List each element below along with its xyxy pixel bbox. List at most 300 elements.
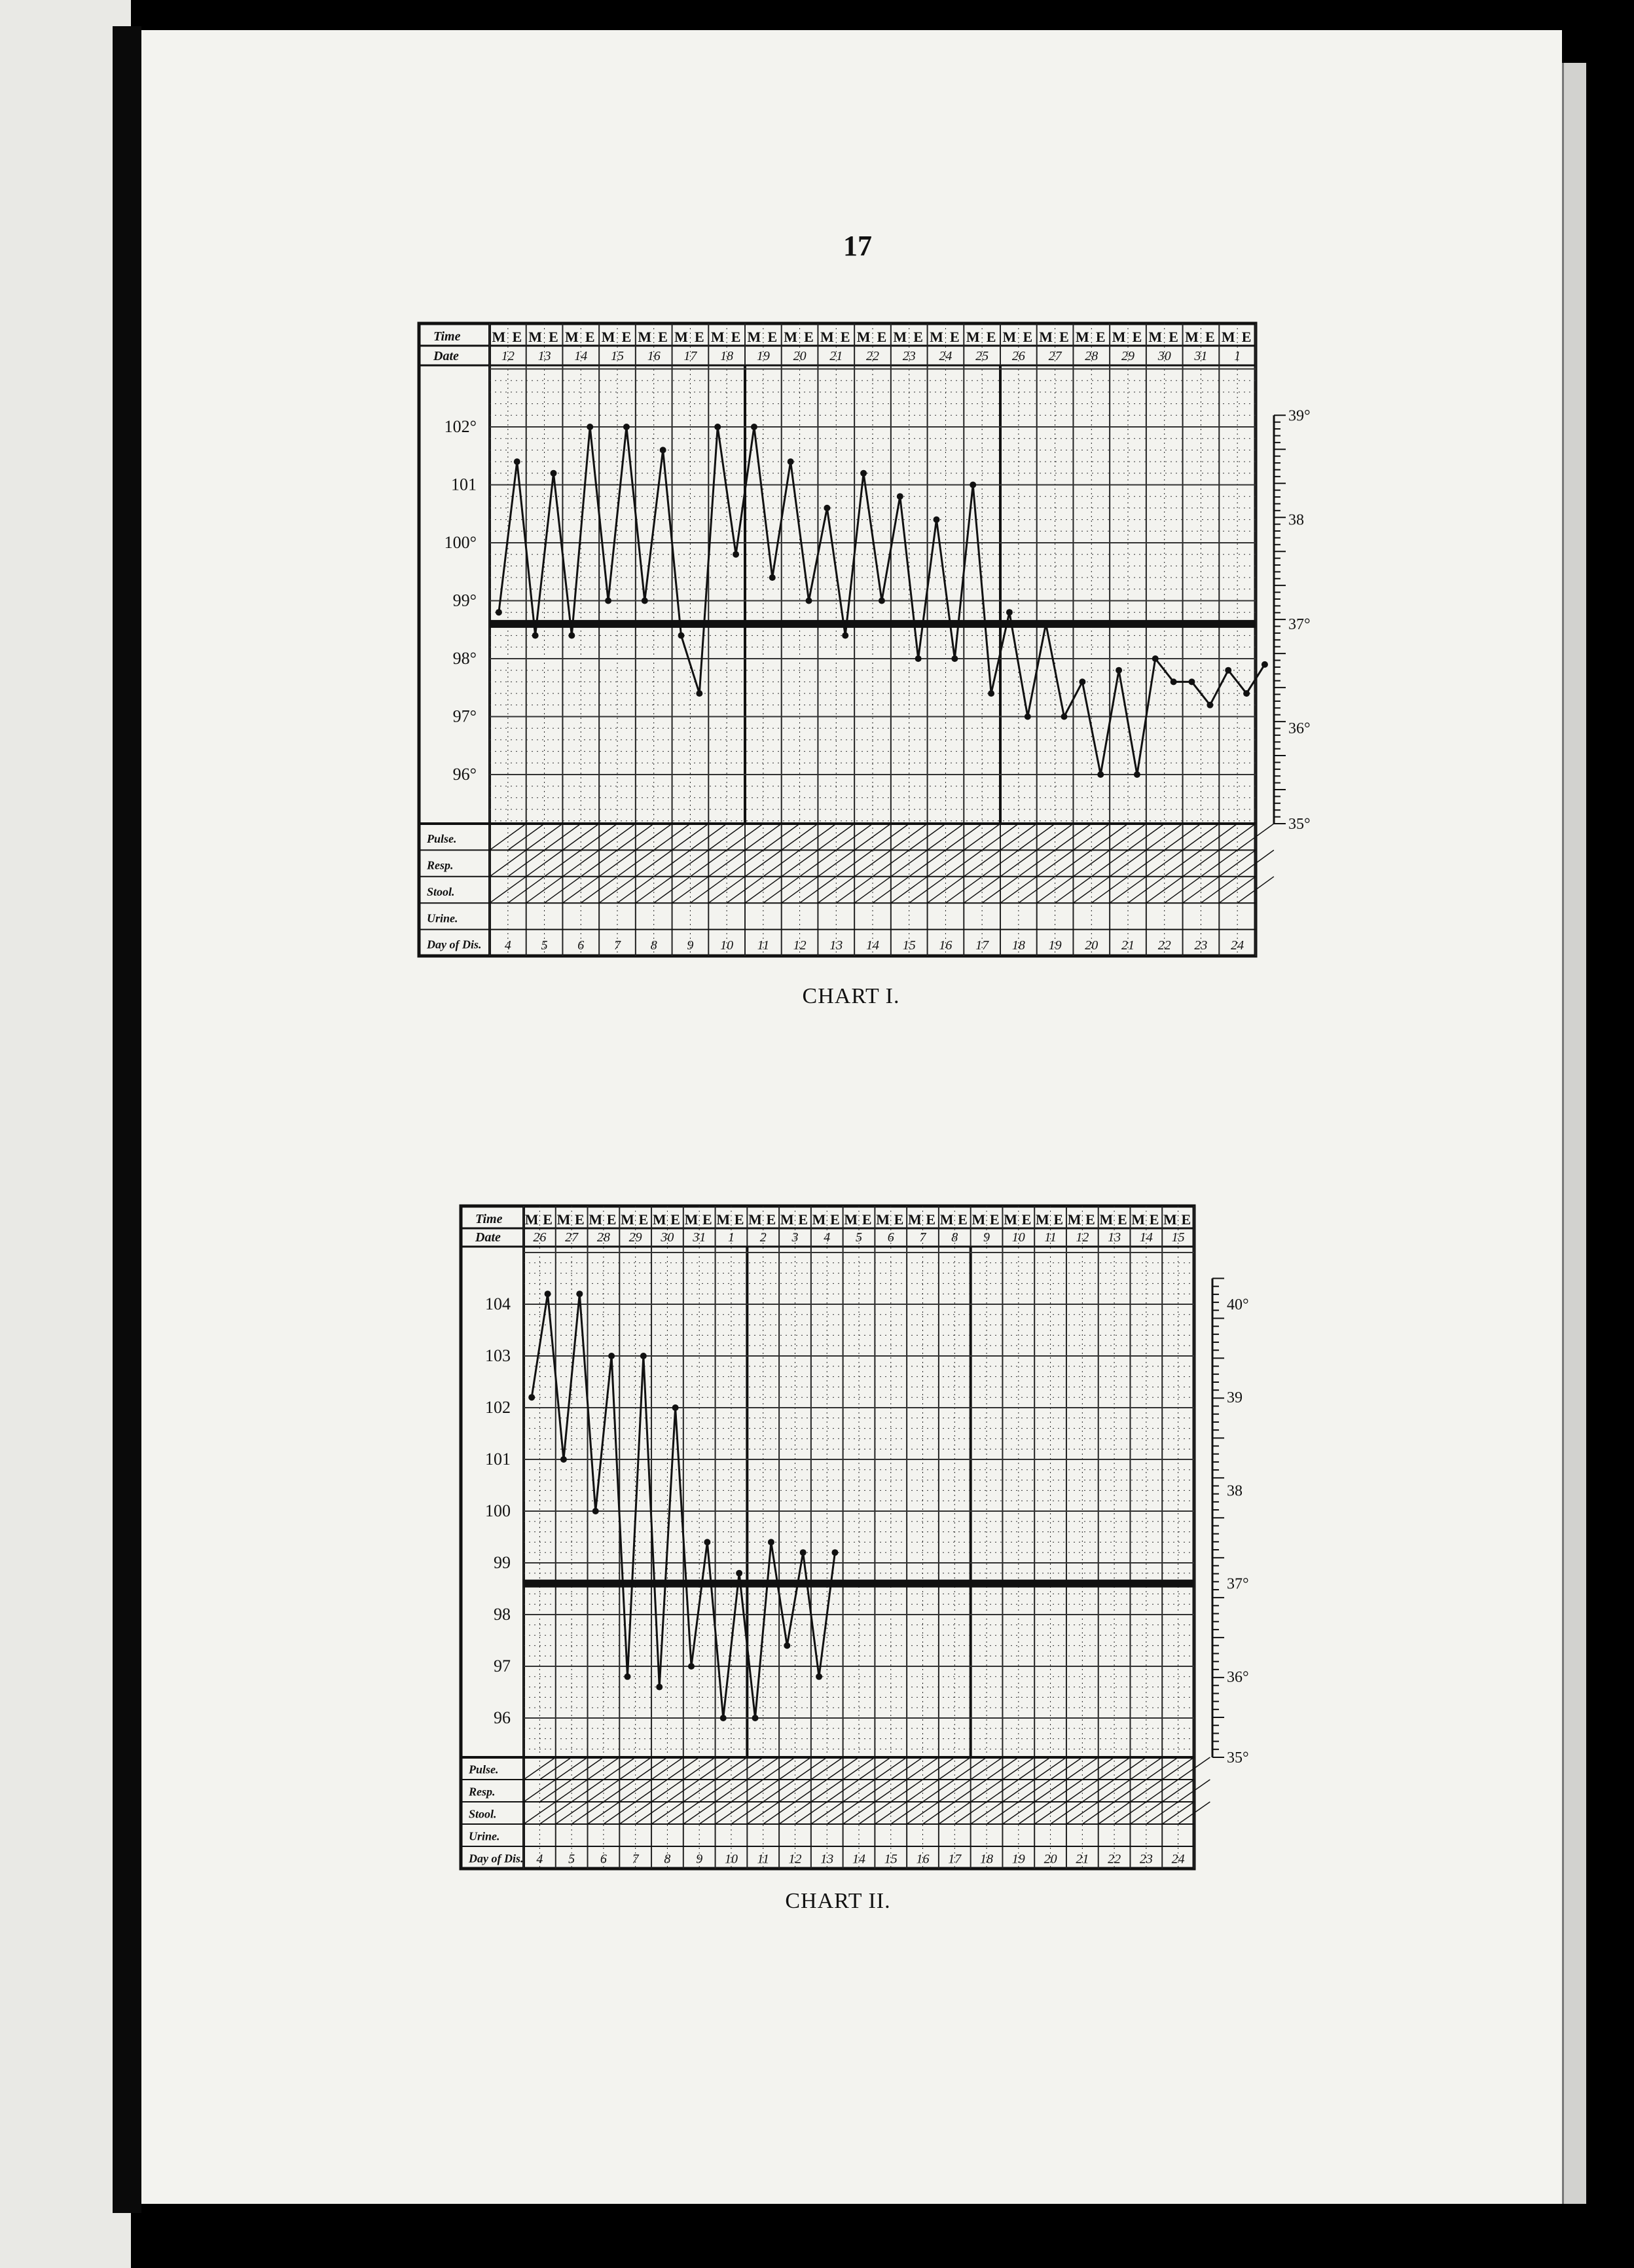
table-hatch bbox=[490, 877, 526, 903]
time-mark: E bbox=[989, 1211, 1000, 1228]
time-mark: E bbox=[621, 329, 632, 345]
fahrenheit-tick-label: 102 bbox=[485, 1398, 511, 1417]
table-hatch bbox=[1146, 877, 1183, 903]
time-mark: M bbox=[876, 1211, 890, 1228]
table-hatch bbox=[1037, 850, 1074, 876]
day-of-disease-value: 23 bbox=[1194, 938, 1208, 953]
celsius-tick-label: 36° bbox=[1288, 720, 1311, 738]
table-hatch bbox=[854, 850, 891, 876]
time-mark: M bbox=[684, 1211, 699, 1228]
day-of-disease-value: 7 bbox=[632, 1852, 639, 1867]
temperature-point bbox=[545, 1290, 551, 1297]
page-number: 17 bbox=[843, 230, 872, 262]
temperature-point bbox=[1043, 621, 1049, 627]
time-mark: E bbox=[1132, 329, 1142, 345]
temperature-point bbox=[1061, 714, 1068, 720]
table-hatch bbox=[1073, 877, 1110, 903]
time-mark: E bbox=[543, 1211, 553, 1228]
time-mark: E bbox=[1241, 329, 1252, 345]
fahrenheit-tick-label: 96 bbox=[494, 1708, 511, 1727]
date-value: 31 bbox=[693, 1230, 706, 1245]
time-mark: M bbox=[820, 329, 834, 345]
time-mark: E bbox=[512, 329, 522, 345]
temperature-point bbox=[842, 632, 848, 639]
time-mark: E bbox=[986, 329, 996, 345]
day-of-disease-value: 14 bbox=[866, 938, 879, 953]
time-mark: M bbox=[1221, 329, 1235, 345]
table-hatch bbox=[1073, 850, 1110, 876]
table-hatch bbox=[964, 877, 1000, 903]
time-mark: M bbox=[652, 1211, 666, 1228]
temperature-point bbox=[696, 690, 702, 697]
temperature-point bbox=[879, 598, 885, 604]
temperature-point bbox=[1152, 655, 1159, 662]
day-of-disease-value: 14 bbox=[852, 1852, 865, 1867]
time-mark: E bbox=[1053, 1211, 1064, 1228]
date-value: 25 bbox=[975, 349, 989, 363]
temperature-point bbox=[720, 1715, 727, 1721]
table-hatch bbox=[745, 877, 782, 903]
time-mark: M bbox=[1004, 1211, 1018, 1228]
table-hatch bbox=[490, 850, 526, 876]
temperature-point bbox=[988, 690, 994, 697]
temperature-point bbox=[640, 1353, 647, 1359]
temperature-point bbox=[934, 517, 940, 523]
temperature-point bbox=[714, 424, 721, 430]
time-mark: M bbox=[930, 329, 943, 345]
temperature-point bbox=[1171, 678, 1177, 685]
stool-label: Stool. bbox=[427, 885, 455, 898]
day-of-disease-value: 4 bbox=[536, 1852, 543, 1867]
temperature-point bbox=[660, 447, 666, 453]
time-mark: M bbox=[784, 329, 798, 345]
temperature-point bbox=[784, 1642, 790, 1649]
time-label: Time bbox=[433, 329, 461, 344]
day-of-disease-value: 5 bbox=[568, 1852, 575, 1867]
time-mark: E bbox=[894, 1211, 904, 1228]
table-hatch bbox=[599, 850, 636, 876]
time-mark: M bbox=[966, 329, 980, 345]
time-mark: M bbox=[1075, 329, 1089, 345]
fahrenheit-tick-label: 100 bbox=[485, 1501, 511, 1520]
temperature-point bbox=[528, 1394, 535, 1400]
date-value: 16 bbox=[647, 349, 661, 363]
day-of-disease-value: 18 bbox=[1011, 938, 1025, 953]
fahrenheit-tick-label: 99° bbox=[452, 591, 477, 610]
table-hatch bbox=[562, 877, 599, 903]
table-hatch bbox=[636, 850, 672, 876]
time-mark: E bbox=[1117, 1211, 1127, 1228]
date-value: 30 bbox=[1157, 349, 1171, 363]
day-of-disease-value: 16 bbox=[939, 938, 953, 953]
day-of-disease-value: 17 bbox=[975, 938, 989, 953]
temperature-point bbox=[1243, 690, 1250, 697]
temperature-point bbox=[1225, 667, 1231, 674]
table-hatch bbox=[1110, 850, 1146, 876]
time-mark: M bbox=[812, 1211, 826, 1228]
day-of-disease-value: 22 bbox=[1108, 1852, 1121, 1867]
date-value: 26 bbox=[1011, 349, 1025, 363]
pulse-label: Pulse. bbox=[469, 1763, 499, 1776]
table-hatch bbox=[1219, 850, 1256, 876]
temperature-point bbox=[831, 1549, 838, 1556]
time-mark: E bbox=[734, 1211, 744, 1228]
table-hatch bbox=[599, 877, 636, 903]
temperature-point bbox=[532, 632, 539, 639]
date-label: Date bbox=[475, 1230, 501, 1245]
temperature-point bbox=[860, 470, 867, 477]
resp-label: Resp. bbox=[469, 1785, 496, 1799]
time-mark: M bbox=[621, 1211, 634, 1228]
day-of-disease-value: 8 bbox=[664, 1852, 671, 1867]
fahrenheit-tick-label: 104 bbox=[485, 1294, 511, 1313]
date-value: 19 bbox=[756, 349, 770, 363]
time-mark: E bbox=[767, 329, 778, 345]
temperature-point bbox=[1189, 678, 1195, 685]
time-mark: M bbox=[556, 1211, 571, 1228]
fahrenheit-tick-label: 101 bbox=[451, 475, 477, 494]
date-value: 14 bbox=[1139, 1230, 1153, 1245]
day-of-disease-value: 9 bbox=[696, 1852, 703, 1867]
day-of-disease-value: 13 bbox=[820, 1852, 834, 1867]
time-mark: M bbox=[1185, 329, 1199, 345]
time-mark: M bbox=[1067, 1211, 1081, 1228]
time-mark: E bbox=[862, 1211, 872, 1228]
temperature-point bbox=[824, 505, 830, 511]
date-value: 1 bbox=[727, 1230, 735, 1245]
celsius-tick-label: 38 bbox=[1227, 1482, 1243, 1500]
day-of-disease-value: 18 bbox=[980, 1852, 994, 1867]
celsius-tick-label: 36° bbox=[1227, 1668, 1249, 1686]
date-value: 10 bbox=[1011, 1230, 1025, 1245]
time-mark: M bbox=[1148, 329, 1163, 345]
time-mark: M bbox=[748, 1211, 762, 1228]
resp-label: Resp. bbox=[427, 858, 454, 872]
date-value: 15 bbox=[1171, 1230, 1185, 1245]
temperature-point bbox=[1079, 678, 1085, 685]
fahrenheit-tick-label: 101 bbox=[485, 1450, 511, 1469]
temperature-point bbox=[806, 598, 812, 604]
day-label: Day of Dis. bbox=[469, 1852, 524, 1865]
day-of-disease-value: 5 bbox=[541, 938, 548, 953]
table-hatch bbox=[636, 877, 672, 903]
time-mark: E bbox=[877, 329, 887, 345]
time-mark: E bbox=[731, 329, 741, 345]
time-mark: M bbox=[1099, 1211, 1114, 1228]
date-value: 17 bbox=[683, 349, 697, 363]
temperature-point bbox=[1262, 661, 1268, 668]
table-hatch bbox=[708, 877, 745, 903]
day-of-disease-value: 17 bbox=[948, 1852, 962, 1867]
date-value: 11 bbox=[1044, 1230, 1057, 1245]
date-value: 27 bbox=[565, 1230, 579, 1245]
temperature-point bbox=[752, 1715, 759, 1721]
temperature-point bbox=[688, 1663, 695, 1670]
day-of-disease-value: 7 bbox=[614, 938, 621, 953]
temperature-point bbox=[496, 609, 502, 615]
time-mark: E bbox=[804, 329, 814, 345]
date-value: 28 bbox=[1085, 349, 1098, 363]
date-value: 31 bbox=[1194, 349, 1208, 363]
temperature-point bbox=[624, 1674, 630, 1680]
time-mark: M bbox=[844, 1211, 858, 1228]
time-mark: E bbox=[1023, 329, 1033, 345]
temperature-point bbox=[1006, 609, 1013, 615]
date-value: 4 bbox=[824, 1230, 831, 1245]
chart-2-caption: CHART II. bbox=[785, 1889, 891, 1913]
temperature-point bbox=[551, 470, 557, 477]
time-mark: M bbox=[589, 1211, 603, 1228]
date-value: 3 bbox=[791, 1230, 799, 1245]
fahrenheit-tick-label: 103 bbox=[485, 1346, 511, 1365]
day-of-disease-value: 21 bbox=[1076, 1852, 1089, 1867]
book-gutter bbox=[113, 26, 141, 2213]
time-mark: M bbox=[856, 329, 871, 345]
stool-label: Stool. bbox=[469, 1807, 497, 1821]
time-mark: M bbox=[907, 1211, 922, 1228]
temperature-point bbox=[605, 598, 611, 604]
table-hatch bbox=[1219, 877, 1256, 903]
table-hatch bbox=[745, 850, 782, 876]
table-hatch bbox=[526, 877, 563, 903]
facing-page-edge bbox=[0, 0, 131, 2268]
time-mark: E bbox=[1021, 1211, 1032, 1228]
day-of-disease-value: 13 bbox=[829, 938, 843, 953]
date-value: 27 bbox=[1048, 349, 1062, 363]
temperature-point bbox=[1207, 702, 1213, 708]
temperature-point bbox=[1134, 771, 1140, 778]
time-mark: M bbox=[1163, 1211, 1177, 1228]
date-value: 24 bbox=[939, 349, 953, 363]
fahrenheit-tick-label: 99 bbox=[494, 1553, 511, 1572]
day-of-disease-value: 9 bbox=[687, 938, 694, 953]
day-label: Day of Dis. bbox=[427, 938, 482, 951]
temperature-point bbox=[736, 1570, 742, 1577]
day-of-disease-value: 23 bbox=[1139, 1852, 1153, 1867]
date-value: 9 bbox=[983, 1230, 990, 1245]
fahrenheit-tick-label: 102° bbox=[444, 417, 477, 436]
time-mark: M bbox=[939, 1211, 954, 1228]
time-mark: E bbox=[950, 329, 960, 345]
temperature-point bbox=[576, 1290, 583, 1297]
temperature-point bbox=[672, 1404, 679, 1411]
date-value: 8 bbox=[951, 1230, 958, 1245]
temperature-point bbox=[816, 1674, 822, 1680]
day-of-disease-value: 20 bbox=[1044, 1852, 1057, 1867]
time-mark: M bbox=[1035, 1211, 1049, 1228]
time-mark: E bbox=[574, 1211, 585, 1228]
fahrenheit-tick-label: 97° bbox=[452, 706, 477, 726]
date-value: 14 bbox=[574, 349, 588, 363]
fahrenheit-tick-label: 100° bbox=[444, 533, 477, 552]
time-mark: E bbox=[840, 329, 850, 345]
day-of-disease-value: 6 bbox=[600, 1852, 607, 1867]
day-of-disease-value: 24 bbox=[1231, 938, 1244, 953]
date-value: 12 bbox=[1076, 1230, 1089, 1245]
table-hatch bbox=[891, 850, 928, 876]
table-hatch bbox=[1000, 877, 1037, 903]
temperature-point bbox=[568, 632, 575, 639]
time-mark: M bbox=[1112, 329, 1126, 345]
date-value: 13 bbox=[537, 349, 551, 363]
date-value: 22 bbox=[866, 349, 879, 363]
normal-temperature-line bbox=[524, 1580, 1194, 1588]
time-mark: M bbox=[1002, 329, 1017, 345]
urine-label: Urine. bbox=[427, 911, 458, 925]
day-of-disease-value: 11 bbox=[757, 938, 770, 953]
day-of-disease-value: 11 bbox=[757, 1852, 769, 1867]
fahrenheit-tick-label: 98° bbox=[452, 649, 477, 668]
time-mark: M bbox=[1039, 329, 1053, 345]
temperature-point bbox=[800, 1549, 807, 1556]
time-mark: M bbox=[674, 329, 688, 345]
time-label: Time bbox=[475, 1212, 503, 1226]
temperature-point bbox=[623, 424, 630, 430]
table-hatch bbox=[708, 850, 745, 876]
day-of-disease-value: 12 bbox=[788, 1852, 802, 1867]
date-value: 5 bbox=[856, 1230, 862, 1245]
time-mark: E bbox=[798, 1211, 808, 1228]
temperature-point bbox=[915, 655, 922, 662]
temperature-point bbox=[897, 493, 903, 500]
celsius-tick-label: 39° bbox=[1288, 407, 1311, 425]
normal-temperature-line bbox=[490, 620, 1256, 628]
time-mark: E bbox=[702, 1211, 712, 1228]
table-hatch bbox=[1183, 850, 1220, 876]
temperature-chart-1 bbox=[416, 323, 1311, 957]
time-mark: M bbox=[564, 329, 579, 345]
temperature-point bbox=[656, 1684, 663, 1691]
time-mark: E bbox=[549, 329, 558, 345]
time-mark: M bbox=[601, 329, 615, 345]
celsius-tick-label: 39 bbox=[1227, 1389, 1243, 1407]
chart-1-caption: CHART I. bbox=[802, 984, 900, 1008]
celsius-tick-label: 37° bbox=[1227, 1575, 1249, 1593]
temperature-point bbox=[642, 598, 648, 604]
temperature-point bbox=[951, 655, 958, 662]
temperature-point bbox=[788, 458, 794, 465]
date-value: 2 bbox=[759, 1230, 767, 1245]
temperature-point bbox=[769, 574, 776, 581]
time-mark: E bbox=[658, 329, 668, 345]
time-mark: E bbox=[913, 329, 923, 345]
day-of-disease-value: 20 bbox=[1085, 938, 1098, 953]
time-mark: E bbox=[1169, 329, 1178, 345]
day-of-disease-value: 19 bbox=[1048, 938, 1062, 953]
date-value: 28 bbox=[596, 1230, 610, 1245]
date-value: 1 bbox=[1234, 349, 1241, 363]
time-mark: E bbox=[830, 1211, 840, 1228]
time-mark: E bbox=[638, 1211, 649, 1228]
table-hatch bbox=[818, 850, 854, 876]
day-of-disease-value: 15 bbox=[902, 938, 916, 953]
time-mark: M bbox=[1131, 1211, 1146, 1228]
date-value: 29 bbox=[1121, 349, 1135, 363]
time-mark: E bbox=[1095, 329, 1106, 345]
time-mark: M bbox=[971, 1211, 986, 1228]
day-of-disease-value: 15 bbox=[884, 1852, 898, 1867]
fahrenheit-tick-label: 97 bbox=[494, 1656, 511, 1675]
date-value: 6 bbox=[887, 1230, 894, 1245]
time-mark: E bbox=[926, 1211, 936, 1228]
temperature-point bbox=[587, 424, 593, 430]
fahrenheit-tick-label: 96° bbox=[452, 765, 477, 784]
day-of-disease-value: 10 bbox=[724, 1852, 738, 1867]
table-hatch bbox=[526, 850, 563, 876]
table-hatch bbox=[818, 877, 854, 903]
page-fore-edge bbox=[1562, 63, 1586, 2204]
time-mark: M bbox=[780, 1211, 794, 1228]
time-mark: M bbox=[524, 1211, 539, 1228]
table-hatch bbox=[1000, 850, 1037, 876]
date-value: 12 bbox=[501, 349, 515, 363]
time-mark: M bbox=[710, 329, 725, 345]
day-of-disease-value: 4 bbox=[504, 938, 511, 953]
day-of-disease-value: 6 bbox=[577, 938, 585, 953]
date-value: 26 bbox=[533, 1230, 547, 1245]
date-value: 30 bbox=[661, 1230, 674, 1245]
table-hatch bbox=[782, 850, 818, 876]
temperature-point bbox=[733, 551, 739, 558]
temperature-point bbox=[1025, 714, 1031, 720]
temperature-point bbox=[970, 482, 976, 488]
date-value: 29 bbox=[628, 1230, 642, 1245]
time-mark: M bbox=[528, 329, 543, 345]
day-of-disease-value: 10 bbox=[720, 938, 734, 953]
date-value: 15 bbox=[611, 349, 624, 363]
day-of-disease-value: 8 bbox=[650, 938, 657, 953]
celsius-tick-label: 38 bbox=[1288, 511, 1304, 529]
time-mark: E bbox=[1085, 1211, 1095, 1228]
time-mark: E bbox=[585, 329, 595, 345]
temperature-point bbox=[560, 1456, 567, 1463]
date-label: Date bbox=[433, 349, 459, 363]
date-value: 18 bbox=[720, 349, 734, 363]
temperature-point bbox=[514, 458, 520, 465]
temperature-point bbox=[768, 1539, 774, 1545]
urine-label: Urine. bbox=[469, 1829, 500, 1843]
temperature-point bbox=[751, 424, 757, 430]
table-hatch bbox=[672, 877, 709, 903]
day-of-disease-value: 19 bbox=[1011, 1852, 1025, 1867]
day-of-disease-value: 21 bbox=[1121, 938, 1135, 953]
day-of-disease-value: 24 bbox=[1171, 1852, 1185, 1867]
celsius-tick-label: 35° bbox=[1288, 816, 1311, 833]
time-mark: M bbox=[747, 329, 761, 345]
time-mark: M bbox=[492, 329, 506, 345]
time-mark: M bbox=[716, 1211, 731, 1228]
day-of-disease-value: 12 bbox=[793, 938, 807, 953]
date-value: 23 bbox=[902, 349, 916, 363]
temperature-point bbox=[608, 1353, 615, 1359]
fahrenheit-tick-label: 98 bbox=[494, 1605, 511, 1624]
date-value: 20 bbox=[793, 349, 807, 363]
time-mark: E bbox=[1059, 329, 1069, 345]
table-hatch bbox=[964, 850, 1000, 876]
temperature-point bbox=[678, 632, 685, 639]
time-mark: E bbox=[695, 329, 704, 345]
time-mark: E bbox=[1205, 329, 1215, 345]
temperature-point bbox=[1116, 667, 1122, 674]
table-hatch bbox=[782, 877, 818, 903]
time-mark: E bbox=[1181, 1211, 1191, 1228]
time-mark: E bbox=[670, 1211, 680, 1228]
table-hatch bbox=[1037, 877, 1074, 903]
date-value: 7 bbox=[919, 1230, 926, 1245]
table-hatch bbox=[1110, 877, 1146, 903]
pulse-label: Pulse. bbox=[427, 832, 457, 846]
temperature-point bbox=[1097, 771, 1104, 778]
